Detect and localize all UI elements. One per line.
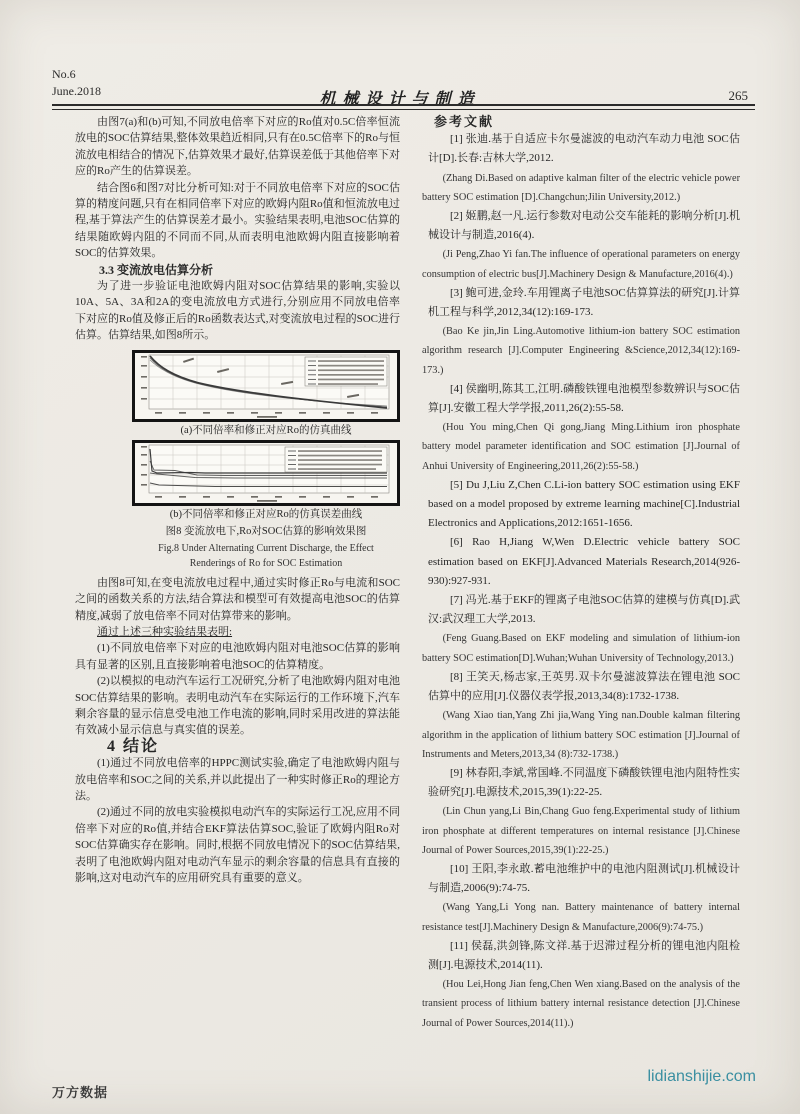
result-item-1: (1)不同放电倍率下对应的电池欧姆内阻对电池SOC估算的影响具有显著的区别,且直接影响着电池SOC的估算精度。 bbox=[75, 642, 400, 671]
figure-8 bbox=[132, 350, 400, 571]
paragraph-experiment-setup: 为了进一步验证电池欧姆内阻对SOC估算结果的影响,实验以10A、5A、3A和2A的变电流放电方式进行,分别应用不同放电倍率下对应的Ro值及修正后的Ro函数表达式,对变流放电过程的SOC进行估算。估算结果,如图8所示。 bbox=[75, 280, 400, 342]
paragraph-results-intro bbox=[75, 624, 400, 640]
figure8-caption-b: (b)不同倍率和修正对应Ro的仿真误差曲线 bbox=[169, 508, 363, 520]
reference-item-3-cn: [3] 鲍可进,金玲.车用锂离子电池SOC估算算法的研究[J].计算机工程与科学,2012,34(12):169-173. bbox=[428, 286, 740, 319]
chart-b-svg bbox=[135, 443, 397, 503]
reference-item-2-en: (Ji Peng,Zhao Yi fan.The influence of operational parameters on energy consumption of electric bus[J].Machinery Design & Manufacture,2016(4).) bbox=[422, 249, 740, 280]
y-tick-labels-illegible bbox=[141, 446, 147, 486]
site-watermark-link[interactable]: lidianshijie.com bbox=[647, 1068, 756, 1085]
journal-title: 机械设计与制造 bbox=[319, 91, 481, 108]
header-double-rule bbox=[52, 104, 755, 110]
page-number: 265 bbox=[728, 88, 748, 103]
reference-item-11-cn: [11] 侯磊,洪剑锋,陈文祥.基于迟滞过程分析的锂电池内阻检测[J].电源技术,2014(11). bbox=[428, 939, 740, 971]
reference-item-10-cn: [10] 王阳,李永敢.蓄电池维护中的电池内阻测试[J].机械设计与制造,2006(9):74-75. bbox=[428, 862, 740, 895]
reference-item-11-en: (Hou Lei,Hong Jian feng,Chen Wen xiang.Based on the analysis of the transient process of lithium battery internal resistance detection [J].Chinese Journal of Power Sources,2014(11).) bbox=[422, 979, 740, 1029]
reference-item-1-en: (Zhang Di.Based on adaptive kalman filter of the electric vehicle power battery SOC estimation [D].Changchun;Jilin University,2012.) bbox=[422, 172, 740, 203]
reference-item-1-cn: [1] 张迪.基于自适应卡尔曼滤波的电动汽车动力电池 SOC估计[D].长春:吉林大学,2012. bbox=[428, 133, 740, 165]
figure8-caption-a: (a)不同倍率和修正对应Ro的仿真曲线 bbox=[180, 424, 352, 436]
reference-item-2-cn: [2] 姬鹏,赵一凡.运行参数对电动公交车能耗的影响分析[J].机械设计与制造,2016(4). bbox=[428, 210, 740, 242]
legend-box bbox=[285, 447, 387, 472]
chart-a-svg bbox=[135, 353, 397, 419]
issue-number: No.6 bbox=[52, 67, 76, 81]
conclusion-item-1: (1)通过不同放电倍率的HPPC测试实验,确定了电池欧姆内阻与放电倍率和SOC之间的关系,并以此提出了一种实时修正Ro的理论方法。 bbox=[75, 757, 400, 802]
reference-item-5-cn: [5] Du J,Liu Z,Chen C.Li-ion battery SOC estimation using EKF based on a model proposed by extreme learning machine[C].Industrial Electronics and Applications,2012:1651-1656. bbox=[428, 478, 740, 530]
reference-item-4-en: (Hou You ming,Chen Qi gong,Jiang Ming.Lithium iron phosphate battery model parameter identification and SOC estimation [J].Journal of Anhui University of Engineering,2011,26(2):55-58.) bbox=[422, 422, 740, 472]
reference-item-8-cn: [8] 王笑天,杨志家,王英男.双卡尔曼滤波算法在锂电池 SOC 估算中的应用[J].仪器仪表学报,2013,34(8):1732-1738. bbox=[428, 670, 740, 703]
figure8-caption-cn: 图8 变流放电下,Ro对SOC估算的影响效果图 bbox=[165, 525, 367, 537]
reference-item-8-en: (Wang Xiao tian,Yang Zhi jia,Wang Ying nan.Double kalman filtering algorithm in the application of lithium battery SOC estimation [J].Journal of Instruments and Meters,2013,34 (8):732-1738.) bbox=[422, 710, 740, 760]
reference-item-6-cn: [6] Rao H,Jiang W,Wen D.Electric vehicle battery SOC estimation based on EKF[J].Advanced Materials Research,2014(926-930):927-931. bbox=[428, 536, 740, 587]
wanfang-watermark: 万方数据 bbox=[52, 1085, 109, 1100]
figure8-chart-b bbox=[132, 440, 400, 506]
result-item-2: (2)以模拟的电动汽车运行工况研究,分析了电池欧姆内阻对电池SOC估算结果的影响。表明电动汽车在实际运行的工作环境下,汽车剩余容量的显示信息受电池工作电流的影响,同时采用改进的算法能有效减小显示信息与真实值的误差。 bbox=[75, 675, 400, 737]
references-heading: 参考文献 bbox=[434, 114, 495, 129]
issue-date: June.2018 bbox=[52, 84, 101, 98]
left-column bbox=[75, 114, 400, 886]
y-tick-labels-illegible bbox=[141, 356, 147, 400]
x-axis-label-illegible bbox=[257, 500, 277, 502]
reference-item-7-en: (Feng Guang.Based on EKF modeling and simulation of lithium-ion battery SOC estimation[D].Wuhan;Wuhan University of Technology,2013.) bbox=[422, 633, 740, 664]
reference-item-7-cn: [7] 冯光.基于EKF的锂离子电池SOC估算的建模与仿真[D].武汉:武汉理工大学,2013. bbox=[428, 594, 740, 626]
conclusion-item-2: (2)通过不同的放电实验模拟电动汽车的实际运行工况,应用不同倍率下对应的Ro值,并结合EKF算法估算SOC,验证了欧姆内阻Ro对SOC估算确实存在影响。同时,根据不同放电情况下的SOC估算结果,表明了电池欧姆内阻对电动汽车显示的剩余容量的信息具有直接的影响,这对电动汽车的应用研究具有重要的意义。 bbox=[75, 806, 400, 884]
reference-item-9-en: (Lin Chun yang,Li Bin,Chang Guo feng.Experimental study of lithium iron phosphate at different temperatures on internal resistance [J].Chinese Journal of Power Sources,2015,39(1):22-25.) bbox=[422, 806, 740, 856]
paragraph-discussion-fig8: 由图8可知,在变电流放电过程中,通过实时修正Ro与电流和SOC之间的函数关系的方法,结合算法和模型可有效提高电池SOC的估算精度,减弱了放电倍率不同对估算带来的影响。 bbox=[75, 576, 400, 622]
reference-item-9-cn: [9] 林春阳,李斌,常国峰.不同温度下磷酸铁锂电池内阻特性实验研究[J].电源技术,2015,39(1):22-25. bbox=[428, 766, 740, 799]
reference-item-10-en: (Wang Yang,Li Yong nan. Battery maintenance of battery internal resistance test[J].Machinery Design & Manufacture,2006(9):74-75.) bbox=[422, 902, 740, 933]
paragraph-discussion-fig7: 由图7(a)和(b)可知,不同放电倍率下对应的Ro值对0.5C倍率恒流放电的SOC估算结果,整体效果趋近相同,只有在0.5C倍率下的Ro与恒流放电相结合的情况下,估算效果才最好,估算误差低于其他倍率下对应的Ro产生的估算误差。 bbox=[75, 116, 400, 178]
x-axis-label-illegible bbox=[257, 416, 277, 418]
underlined-phrase: 通过上述三种实验结果表明: bbox=[97, 625, 233, 638]
figure8-caption-en-line2: Renderings of Ro for SOC Estimation bbox=[189, 557, 343, 569]
x-tick-labels-illegible bbox=[155, 496, 378, 502]
reference-item-4-cn: [4] 侯幽明,陈其工,江明.磷酸铁锂电池模型参数辨识与SOC估算[J].安徽工程大学学报,2011,26(2):55-58. bbox=[428, 382, 740, 415]
x-tick-labels-illegible bbox=[155, 412, 378, 418]
section-heading-3-3: 3.3 变流放电估算分析 bbox=[99, 262, 214, 277]
reference-item-3-en: (Bao Ke jin,Jin Ling.Automotive lithium-ion battery SOC estimation algorithm research [J].Computer Engineering &Science,2012,34(12):169-173.) bbox=[422, 326, 740, 376]
section-heading-4: 4 结论 bbox=[107, 737, 160, 755]
legend-box bbox=[305, 357, 387, 386]
figure8-chart-a bbox=[132, 350, 400, 422]
references-column bbox=[408, 114, 740, 1033]
figure8-caption-en-line1: Fig.8 Under Alternating Current Discharge, the Effect bbox=[158, 542, 374, 554]
paragraph-discussion-fig6-7: 结合图6和图7对比分析可知:对于不同放电倍率下对应的SOC估算的精度问题,只有在相同倍率下对应的欧姆内阻Ro值和恒流放电过程,基于算法产生的估算误差才最小。实验结果表明,电池SOC估算的结果随欧姆内阻的不同而不同,从而表明电池欧姆内阻直接影响着SOC的估算效果。 bbox=[75, 181, 400, 260]
